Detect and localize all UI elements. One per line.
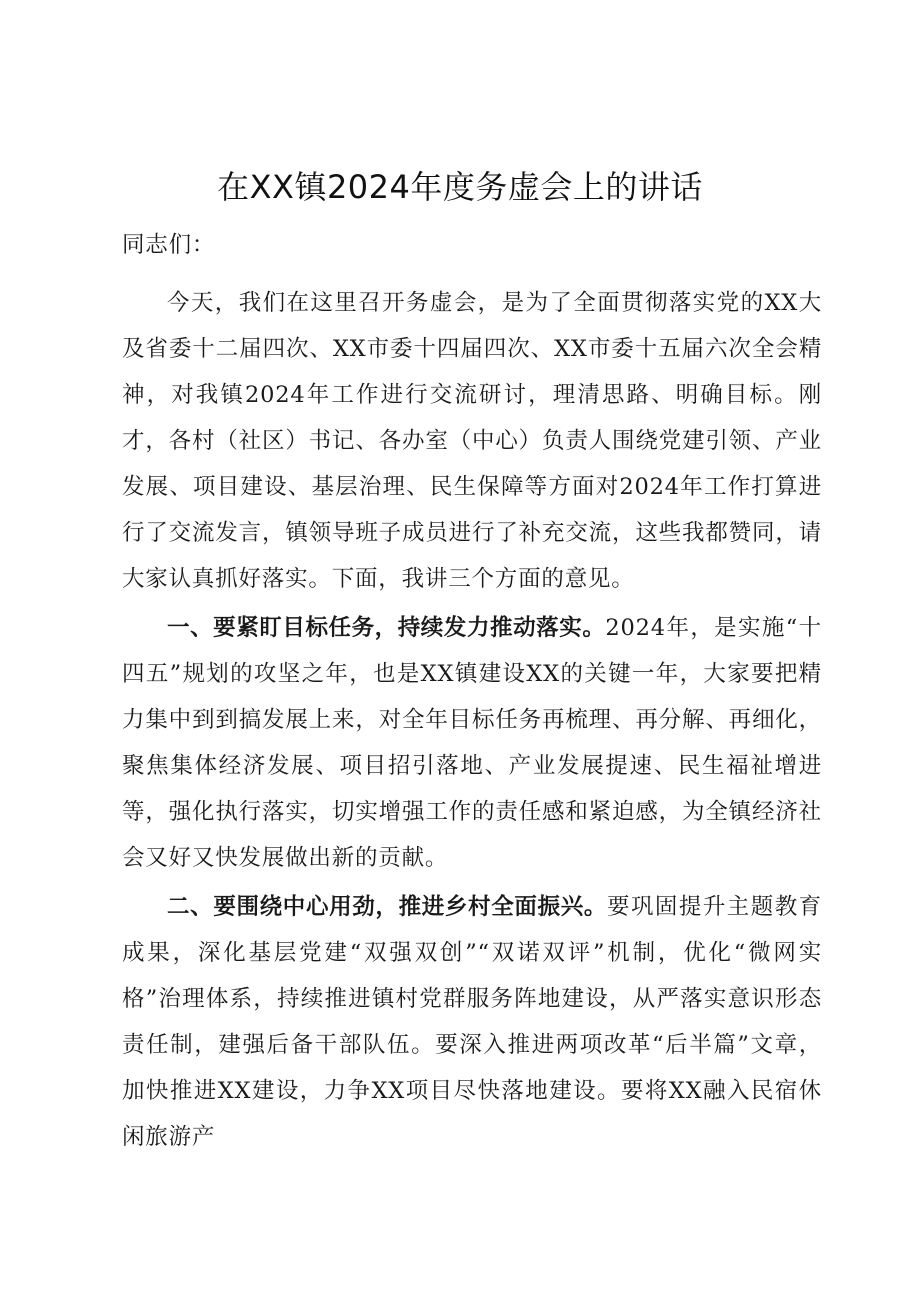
- paragraph-section-1: [122, 605, 822, 881]
- salutation: 同志们：: [122, 232, 216, 258]
- section-1-heading: 一、要紧盯目标任务，持续发力推动落实。: [167, 615, 606, 641]
- paragraph-intro: [122, 280, 822, 602]
- paragraph-section-2: [122, 884, 822, 1160]
- document-body: [122, 222, 822, 1160]
- document-title: 在XX镇2024年度务虚会上的讲话: [217, 168, 703, 206]
- section-1-text: 2024年，是实施“十四五”规划的攻坚之年，也是XX镇建设XX的关键一年，大家要把精力集中到到搞发展上来，对全年目标任务再梳理、再分解、再细化，聚焦集体经济发展、项目招引落地、产业发展提速、民生福祉增进等，强化执行落实，切实增强工作的责任感和紧迫感，为全镇经济社会又好又快发展做出新的贡献。: [122, 615, 822, 871]
- section-2-text: 要巩固提升主题教育成果，深化基层党建“双强双创”“双诺双评”机制，优化“微网实格”治理体系，持续推进镇村党群服务阵地建设，从严落实意识形态责任制，建强后备干部队伍。要深入推进两项改革“后半篇”文章，加快推进XX建设，力争XX项目尽快落地建设。要将XX融入民宿休闲旅游产: [122, 894, 822, 1150]
- paragraph-intro-text: 今天，我们在这里召开务虚会，是为了全面贯彻落实党的XX大及省委十二届四次、XX市委十四届四次、XX市委十五届六次全会精神，对我镇2024年工作进行交流研讨，理清思路、明确目标。刚才，各村（社区）书记、各办室（中心）负责人围绕党建引领、产业发展、项目建设、基层治理、民生保障等方面对2024年工作打算进行了交流发言，镇领导班子成员进行了补充交流，这些我都赞同，请大家认真抓好落实。下面，我讲三个方面的意见。: [122, 290, 822, 592]
- section-2-heading: 二、要围绕中心用劲，推进乡村全面振兴。: [167, 894, 608, 920]
